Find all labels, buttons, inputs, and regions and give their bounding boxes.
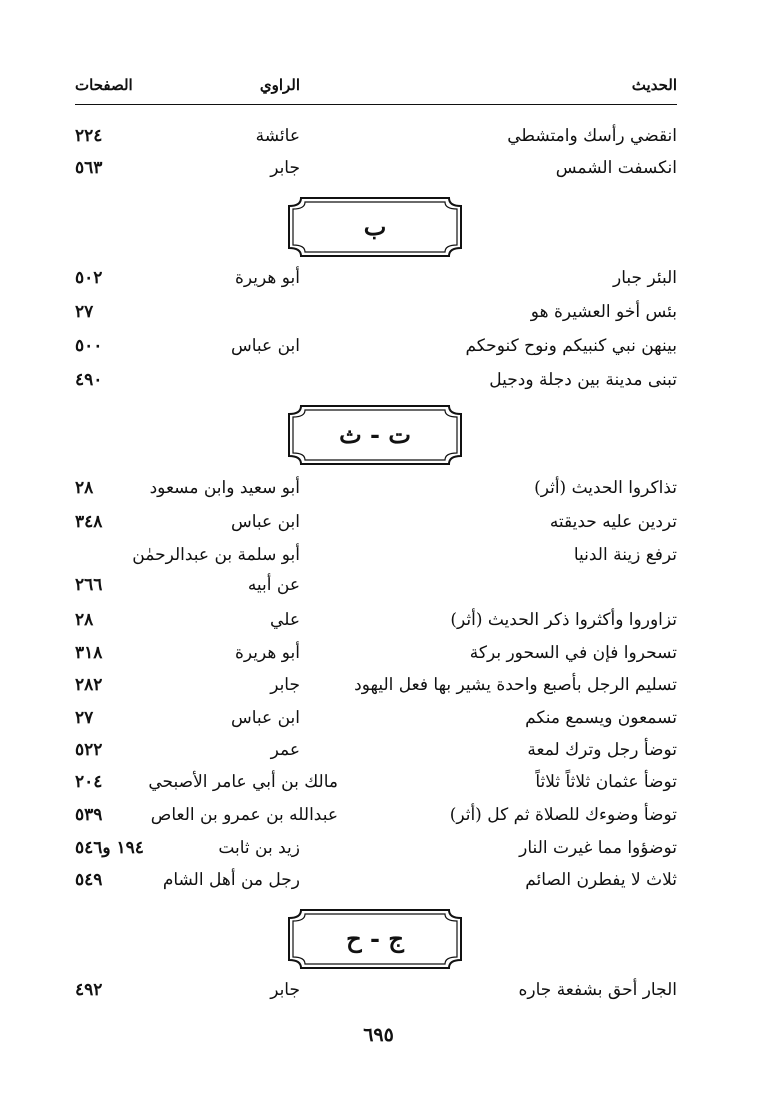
- hadith-text: تسليم الرجل بأصبع واحدة يشير بها فعل اليهود: [354, 675, 677, 695]
- list-item: [75, 302, 677, 332]
- list-item: [75, 370, 677, 400]
- page-number: ٥٠٢: [75, 268, 103, 288]
- header-narrator: الراوي: [259, 76, 300, 94]
- narrator-name: زيد بن ثابت: [218, 838, 300, 858]
- page-number: ٤٩٠: [75, 370, 103, 390]
- header-rule: [75, 104, 677, 105]
- section-heading-box: [287, 404, 463, 466]
- narrator-name: جابر: [270, 980, 300, 1000]
- section-letter: ت - ث: [339, 420, 411, 449]
- page-number: ٢٦٦: [75, 575, 103, 595]
- narrator-name: علي: [270, 610, 300, 630]
- narrator-name: جابر: [270, 158, 300, 178]
- list-item: [75, 675, 677, 705]
- hadith-text: تسحروا فإن في السحور بركة: [469, 643, 677, 663]
- hadith-text: بينهن نبي كنبيكم ونوح كنوحكم: [465, 336, 677, 356]
- list-item: [75, 740, 677, 770]
- page-number: ٢٧: [75, 708, 94, 728]
- narrator-name: مالك بن أبي عامر الأصبحي: [148, 772, 338, 792]
- table-header: [75, 76, 677, 102]
- list-item: [75, 575, 677, 605]
- page-number: ٣١٨: [75, 643, 103, 663]
- page-number: ٢٢٤: [75, 126, 103, 146]
- page-number: ١٩٤ و٥٤٦: [75, 838, 144, 858]
- list-item: [75, 870, 677, 900]
- hadith-text: الجار أحق بشفعة جاره: [518, 980, 677, 1000]
- hadith-text: بئس أخو العشيرة هو: [530, 302, 677, 322]
- narrator-name: أبو هريرة: [234, 268, 300, 288]
- narrator-name: عن أبيه: [247, 575, 300, 595]
- narrator-name: جابر: [270, 675, 300, 695]
- header-pages: الصفحات: [75, 76, 133, 94]
- list-item: [75, 336, 677, 366]
- hadith-text: تبنى مدينة بين دجلة ودجيل: [489, 370, 677, 390]
- narrator-name: عمر: [270, 740, 300, 760]
- narrator-name: ابن عباس: [230, 708, 300, 728]
- hadith-text: توضأ وضوءك للصلاة ثم كل (أثر): [449, 805, 677, 825]
- narrator-name: أبو هريرة: [234, 643, 300, 663]
- page-number: ٤٩٢: [75, 980, 103, 1000]
- list-item: [75, 512, 677, 542]
- hadith-text: توضأ رجل وترك لمعة: [527, 740, 677, 760]
- list-item: [75, 478, 677, 508]
- header-hadith: الحديث: [631, 76, 677, 94]
- hadith-text: انكسفت الشمس: [555, 158, 677, 178]
- section-letter: ب: [363, 212, 387, 241]
- page-number: ٥٢٢: [75, 740, 103, 760]
- narrator-name: ابن عباس: [230, 336, 300, 356]
- narrator-name: ابن عباس: [230, 512, 300, 532]
- list-item: [75, 805, 677, 835]
- page-number: ٥٣٩: [75, 805, 103, 825]
- hadith-text: البئر جبار: [613, 268, 677, 288]
- hadith-text: تذاكروا الحديث (أثر): [534, 478, 677, 498]
- page-number: ٢٨: [75, 610, 94, 630]
- narrator-name: رجل من أهل الشام: [162, 870, 300, 890]
- narrator-name: عائشة: [255, 126, 300, 146]
- list-item: [75, 838, 677, 868]
- list-item: [75, 610, 677, 640]
- page-number: ٥٤٩: [75, 870, 103, 890]
- narrator-name: أبو سعيد وابن مسعود: [149, 478, 300, 498]
- hadith-text: تسمعون ويسمع منكم: [525, 708, 677, 728]
- hadith-text: انقضي رأسك وامتشطي: [507, 126, 677, 146]
- list-item: [75, 545, 677, 575]
- page-number: ٥٠٠: [75, 336, 103, 356]
- section-letter: ج - ح: [346, 924, 404, 953]
- page-number: ٥٦٣: [75, 158, 103, 178]
- page-number: ٢٠٤: [75, 772, 103, 792]
- hadith-text: توضأ عثمان ثلاثاً ثلاثاً: [535, 772, 677, 792]
- page-number: ٢٧: [75, 302, 94, 322]
- page-number: ٣٤٨: [75, 512, 103, 532]
- narrator-name: عبدالله بن عمرو بن العاص: [150, 805, 338, 825]
- list-item: [75, 158, 677, 188]
- section-heading-box: [287, 196, 463, 258]
- section-heading-box: [287, 908, 463, 970]
- list-item: [75, 643, 677, 673]
- list-item: [75, 268, 677, 298]
- hadith-text: ثلاث لا يفطرن الصائم: [525, 870, 677, 890]
- hadith-text: ترفع زينة الدنيا: [573, 545, 677, 565]
- hadith-text: تردين عليه حديقته: [549, 512, 677, 532]
- page-number: ٢٨: [75, 478, 94, 498]
- page-folio-number: ٦٩٥: [363, 1024, 394, 1046]
- narrator-name: أبو سلمة بن عبدالرحمٰن: [132, 545, 300, 565]
- page-number: ٢٨٢: [75, 675, 103, 695]
- hadith-text: توضؤوا مما غيرت النار: [519, 838, 677, 858]
- list-item: [75, 980, 677, 1010]
- list-item: [75, 772, 677, 802]
- list-item: [75, 708, 677, 738]
- hadith-text: تزاوروا وأكثروا ذكر الحديث (أثر): [450, 610, 677, 630]
- list-item: [75, 126, 677, 156]
